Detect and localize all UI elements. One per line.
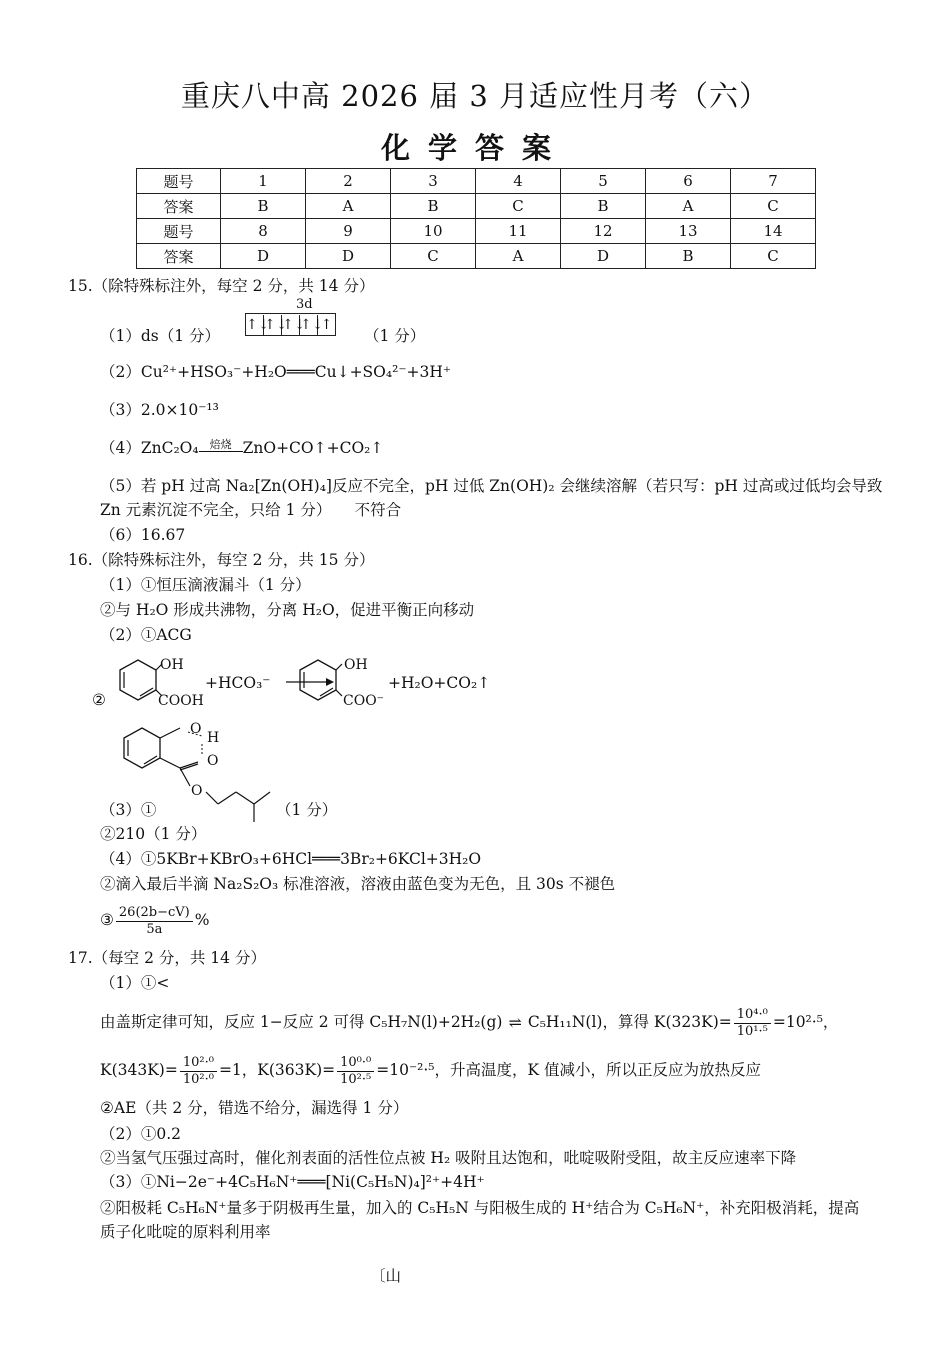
fraction <box>116 905 193 938</box>
table-cell: C <box>731 244 816 269</box>
denominator: 5a <box>146 921 163 937</box>
table-cell: 14 <box>731 219 816 244</box>
condition-text: 焙烧 <box>209 438 232 451</box>
table-cell: B <box>561 194 646 219</box>
q17-part3-c: 质子化吡啶的原料利用率 <box>100 1223 271 1241</box>
table-cell: 5 <box>561 169 646 194</box>
table-cell: A <box>646 194 731 219</box>
bicarbonate-label: +HCO₃⁻ <box>205 674 271 692</box>
table-cell: D <box>221 244 306 269</box>
page-subtitle: 化学答案 <box>380 131 569 165</box>
q16-part2-a: （2）①ACG <box>100 626 192 644</box>
fraction <box>337 1055 374 1088</box>
orbital-box: ↑↓ <box>264 317 288 333</box>
q17-heading: 17.（每空 2 分，共 14 分） <box>68 949 266 967</box>
table-cell: 10 <box>391 219 476 244</box>
carboxylate-label: COO⁻ <box>343 693 385 709</box>
q16-part1-b: ②与 H₂O 形成共沸物，分离 H₂O，促进平衡正向移动 <box>100 601 475 619</box>
equilibrium-arrow: ⇌ <box>508 1013 522 1032</box>
orbital-box: ↑↓ <box>282 317 306 333</box>
hydroxyl-label: OH <box>160 657 184 673</box>
row-label: 答案 <box>137 194 221 219</box>
q17-part1-b <box>100 1002 838 1043</box>
orbital-label: 3d <box>296 297 313 312</box>
q17-part3-b: ②阳极耗 C₅H₆N⁺量多于阴极再生量，加入的 C₅H₅N 与阳极生成的 H⁺结合为 C₅H₆N⁺，补充阳极消耗，提高 <box>100 1199 860 1217</box>
table-cell: 13 <box>646 219 731 244</box>
table-cell: B <box>646 244 731 269</box>
table-cell: D <box>561 244 646 269</box>
q16-part4-c <box>100 900 209 940</box>
table-cell: 8 <box>221 219 306 244</box>
footer-mark: 〔山 <box>370 1267 402 1285</box>
table-cell: C <box>731 194 816 219</box>
hydrogen-label: H <box>207 730 220 746</box>
q16-part2-circle: ② <box>92 691 106 709</box>
k363-label: =1，K(363K)= <box>218 1061 336 1079</box>
q16-heading: 16.（除特殊标注外，每空 2 分，共 15 分） <box>68 551 375 569</box>
table-cell: 7 <box>731 169 816 194</box>
row-label: 答案 <box>137 244 221 269</box>
q16-part4-c-prefix: ③ <box>100 911 114 929</box>
table-cell: 3 <box>391 169 476 194</box>
q17-part3-a: （3）①Ni−2e⁻+4C₅H₆N⁺═══[Ni(C₅H₅N)₄]²⁺+4H⁺ <box>100 1173 485 1191</box>
q15-part2: （2）Cu²⁺+HSO₃⁻+H₂O═══Cu↓+SO₄²⁻+3H⁺ <box>100 363 452 381</box>
q15-part3: （3）2.0×10⁻¹³ <box>100 401 219 419</box>
table-row <box>137 244 816 269</box>
q17-part1-c <box>100 1050 761 1090</box>
k343-label: K(343K)= <box>100 1061 178 1079</box>
q15-part1-a: （1）ds（1 分） <box>100 327 221 345</box>
table-row <box>137 169 816 194</box>
orbital-box: ↑↓ <box>246 317 270 333</box>
q16-part3-a: （3）① <box>100 801 157 819</box>
orbital-box: ↑↓ <box>300 317 324 333</box>
numerator: 26(2b−cV) <box>116 905 193 922</box>
q15-part5-a: （5）若 pH 过高 Na₂[Zn(OH)₄]反应不完全，pH 过低 Zn(OH)₂ 会继续溶解（若只写：pH 过高或过低均会导致 <box>100 477 883 495</box>
q15-part4 <box>100 438 383 458</box>
q17-part1-a: （1）①< <box>100 974 170 992</box>
q15-part1-b: （1 分） <box>364 327 426 345</box>
benzene-ring <box>124 728 160 768</box>
table-cell: A <box>306 194 391 219</box>
answer-table <box>136 168 816 269</box>
table-cell: 6 <box>646 169 731 194</box>
q16-part1-a: （1）①恒压滴液漏斗（1 分） <box>100 576 311 594</box>
q16-part3-score: （1 分） <box>276 801 338 819</box>
q17-part1-b-text2: C₅H₁₁N(l)，算得 K(323K)= <box>527 1013 732 1031</box>
q17-part1-d: ②AE（共 2 分，错选不给分，漏选得 1 分） <box>100 1099 409 1117</box>
q16-part4-a: （4）①5KBr+KBrO₃+6HCl═══3Br₂+6KCl+3H₂O <box>100 850 482 868</box>
table-cell: 11 <box>476 219 561 244</box>
q17-part1-b-result: =10²·⁵， <box>772 1013 839 1031</box>
q15-part4-reactant: （4）ZnC₂O₄ <box>100 439 199 457</box>
table-cell: C <box>476 194 561 219</box>
table-row <box>137 194 816 219</box>
numerator: 10²·⁰ <box>180 1055 217 1072</box>
carboxyl-label: COOH <box>158 693 204 709</box>
q17-part2-a: （2）①0.2 <box>100 1125 182 1143</box>
numerator: 10⁴·⁰ <box>734 1007 771 1024</box>
denominator: 10²·⁵ <box>340 1071 372 1087</box>
table-cell: 9 <box>306 219 391 244</box>
table-cell: 2 <box>306 169 391 194</box>
q16-part4-b: ②滴入最后半滴 Na₂S₂O₃ 标准溶液，溶液由蓝色变为无色，且 30s 不褪色 <box>100 875 616 893</box>
benzene-ring <box>120 660 156 700</box>
page-title: 重庆八中高 2026 届 3 月适应性月考（六） <box>180 79 770 113</box>
denominator: 10²·⁰ <box>182 1071 214 1087</box>
fraction <box>734 1007 771 1040</box>
q17-part2-b: ②当氢气压强过高时，催化剂表面的活性位点被 H₂ 吸附且达饱和，吡啶吸附受阻，故主反应速率下降 <box>100 1149 797 1167</box>
table-cell: 4 <box>476 169 561 194</box>
oxygen-label: O <box>207 753 219 769</box>
q17-conclusion: =10⁻²·⁵，升高温度，K 值减小，所以正反应为放热反应 <box>376 1061 761 1079</box>
q15-part5-b: Zn 元素沉淀不完全，只给 1 分） 不符合 <box>100 501 402 519</box>
table-cell: C <box>391 244 476 269</box>
benzene-ring <box>300 660 336 700</box>
orbital-diagram <box>245 313 336 336</box>
table-cell: B <box>391 194 476 219</box>
table-cell: D <box>306 244 391 269</box>
table-row <box>137 219 816 244</box>
q17-part1-b-text: 由盖斯定律可知，反应 1−反应 2 可得 C₅H₇N(l)+2H₂(g) <box>100 1013 503 1031</box>
condition-arrow <box>199 439 243 458</box>
denominator: 10¹·⁵ <box>736 1023 768 1039</box>
q15-part6: （6）16.67 <box>100 526 186 544</box>
table-cell: 1 <box>221 169 306 194</box>
fraction <box>180 1055 217 1088</box>
q16-part3-b: ②210（1 分） <box>100 825 207 843</box>
orbital-box: ↑ <box>320 317 333 333</box>
oxygen-label: O <box>191 783 203 799</box>
numerator: 10⁰·⁰ <box>337 1055 374 1072</box>
products-label: +H₂O+CO₂↑ <box>388 674 491 692</box>
percent-sign: % <box>194 911 210 929</box>
row-label: 题号 <box>137 219 221 244</box>
hydroxyl-label: OH <box>344 657 368 673</box>
row-label: 题号 <box>137 169 221 194</box>
table-cell: A <box>476 244 561 269</box>
oxygen-label: O <box>190 721 202 737</box>
q15-part4-product: ZnO+CO↑+CO₂↑ <box>242 439 384 457</box>
q15-heading: 15.（除特殊标注外，每空 2 分，共 14 分） <box>68 277 375 295</box>
table-cell: B <box>221 194 306 219</box>
table-cell: 12 <box>561 219 646 244</box>
